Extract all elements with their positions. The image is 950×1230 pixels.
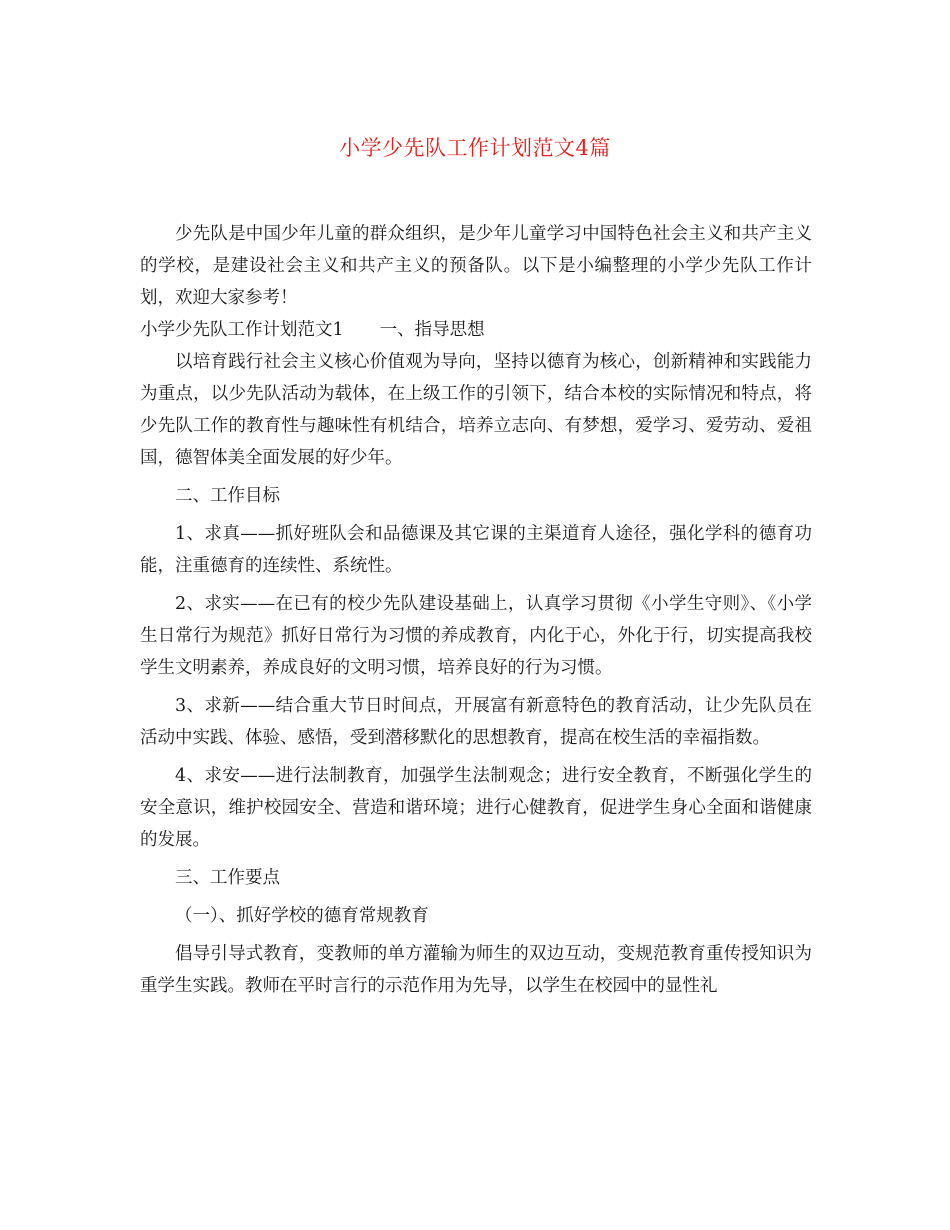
goal-2-paragraph: 2、求实——在已有的校少先队建设基础上，认真学习贯彻《小学生守则》、《小学生日常行为规范》抓好日常行为习惯的养成教育，内化于心，外化于行，切实提高我校学生文明素养，养成良好的文明习惯，培养良好的行为习惯。	[140, 594, 812, 678]
intro-paragraph: 少先队是中国少年儿童的群众组织，是少年儿童学习中国特色社会主义和共产主义的学校，是建设社会主义和共产主义的预备队。以下是小编整理的小学少先队工作计划，欢迎大家参考！	[140, 224, 812, 308]
points-heading: 三、工作要点	[175, 868, 280, 888]
guiding-paragraph: 以培育践行社会主义核心价值观为导向，坚持以德育为核心，创新精神和实践能力为重点，以少先队活动为载体，在上级工作的引领下，结合本校的实际情况和特点，将少先队工作的教育性与趣味性有机结合，培养立志向、有梦想，爱学习、爱劳动、爱祖国，德智体美全面发展的好少年。	[140, 352, 812, 468]
section-heading-line	[140, 314, 812, 346]
document-body	[140, 218, 812, 1008]
section1-heading: 小学少先队工作计划范文1	[140, 320, 344, 340]
last-paragraph: 倡导引导式教育，变教师的单方灌输为师生的双边互动，变规范教育重传授知识为重学生实践。教师在平时言行的示范作用为先导，以学生在校园中的显性礼	[140, 944, 812, 996]
points-subheading-1: （一）、抓好学校的德育常规教育	[175, 906, 429, 926]
goal-1-paragraph: 1、求真——抓好班队会和品德课及其它课的主渠道育人途径，强化学科的德育功能，注重德育的连续性、系统性。	[140, 524, 812, 576]
goal-3-paragraph: 3、求新——结合重大节日时间点，开展富有新意特色的教育活动，让少先队员在活动中实践、体验、感悟，受到潜移默化的思想教育，提高在校生活的幸福指数。	[140, 696, 812, 748]
section1-subheading: 一、指导思想	[379, 320, 485, 340]
goals-heading: 二、工作目标	[175, 486, 280, 506]
goal-4-paragraph: 4、求安——进行法制教育，加强学生法制观念；进行安全教育，不断强化学生的安全意识，维护校园安全、营造和谐环境；进行心健教育，促进学生身心全面和谐健康的发展。	[140, 766, 812, 850]
document-title: 小学少先队工作计划范文4篇	[339, 136, 611, 160]
